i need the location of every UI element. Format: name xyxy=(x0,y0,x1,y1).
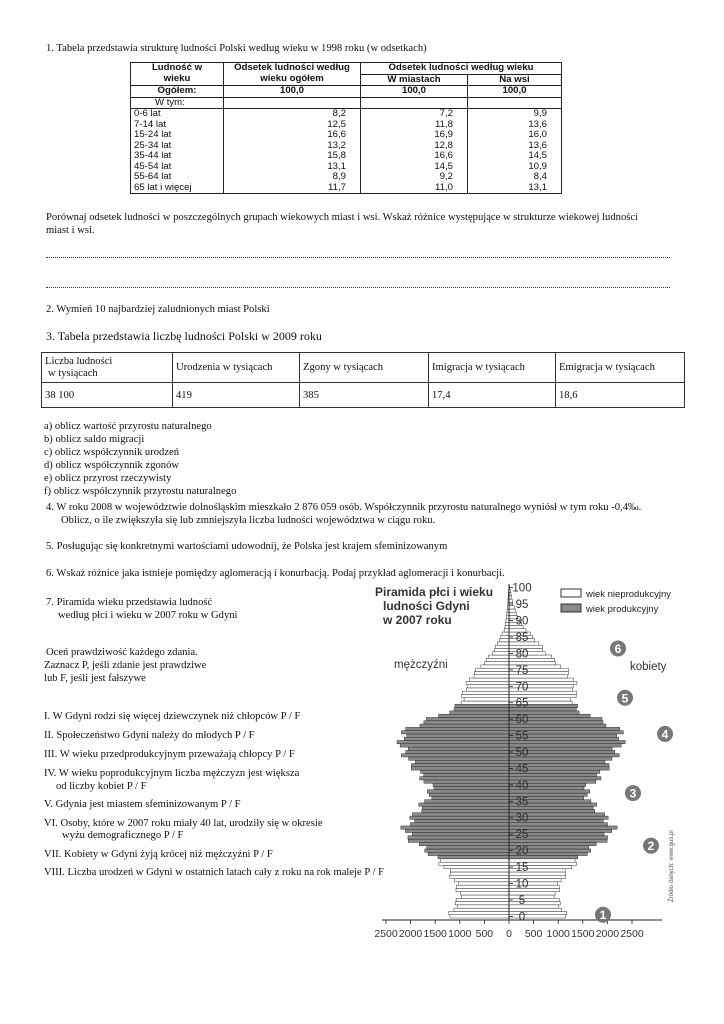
pyramid-bar-male xyxy=(406,750,509,753)
chart-title-3: w 2007 roku xyxy=(383,613,452,627)
chart-title-2: ludności Gdyni xyxy=(383,599,470,613)
y-tick-label: 20 xyxy=(515,845,529,858)
q6-text: 6. Wskaż różnice jaka istnieje pomiędzy aglomeracją i konurbacją. Podaj przykład aglomeracji i konurbacji. xyxy=(46,568,505,579)
pyramid-bar-male xyxy=(401,826,509,829)
y-tick-label: 65 xyxy=(515,697,529,710)
pyramid-bar-male xyxy=(429,793,509,796)
pyramid-bar-male xyxy=(456,898,509,901)
pyramid-bar-male xyxy=(461,892,509,895)
y-tick-label: 70 xyxy=(515,681,529,694)
marker-number: 2 xyxy=(647,839,655,854)
pyramid-bar-male xyxy=(400,744,509,747)
y-tick-label: 55 xyxy=(515,730,529,743)
pyramid-bar-male xyxy=(434,787,509,790)
pyramid-bar-male xyxy=(450,869,509,872)
pyramid-bar-male xyxy=(422,806,509,809)
pyramid-bar-male xyxy=(411,767,509,770)
header-age: Ludność w wieku xyxy=(131,63,224,86)
pyramid-bar-male xyxy=(444,865,509,868)
value-cell: 14,5 xyxy=(361,162,468,173)
pyramid-bar-male xyxy=(424,721,509,724)
age-group-cell: 15-24 lat xyxy=(131,130,224,141)
value-cell: 16,9 xyxy=(361,130,468,141)
pyramid-bar-male xyxy=(428,852,509,855)
y-tick-label: 95 xyxy=(515,599,529,612)
value-cell: 11,7 xyxy=(224,183,361,194)
pyramid-bar-male xyxy=(421,770,509,773)
pyramid-bar-male xyxy=(426,717,509,720)
table-row xyxy=(131,141,562,152)
statement-2: II. Społeczeństwo Gdyni należy do młodych P / F xyxy=(44,730,255,741)
y-tick-label: 30 xyxy=(515,812,529,825)
value-cell: 7,2 xyxy=(361,109,468,120)
pyramid-bar-male xyxy=(401,731,509,734)
pyramid-bar-male xyxy=(467,688,509,691)
pyramid-bar-female xyxy=(509,902,560,905)
pyramid-bar-female xyxy=(509,895,554,898)
q7-line-2: według płci i wieku w 2007 roku w Gdyni xyxy=(58,610,238,621)
pyramid-bar-male xyxy=(433,783,509,786)
header-city: W miastach xyxy=(361,74,468,86)
pyramid-bar-female xyxy=(509,905,558,908)
pyramid-bar-male xyxy=(415,819,509,822)
q7-intro-3: lub F, jeśli jest fałszywe xyxy=(44,673,146,684)
pyramid-bar-male xyxy=(408,839,509,842)
value-deaths: 385 xyxy=(300,383,429,408)
value-cell: 9,2 xyxy=(361,172,468,183)
age-group-cell: 0-6 lat xyxy=(131,109,224,120)
pyramid-bar-male xyxy=(401,754,509,757)
q3-text: 3. Tabela przedstawia liczbę ludności Polski w 2009 roku xyxy=(46,329,322,343)
pyramid-bar-male xyxy=(408,747,509,750)
pyramid-bar-male xyxy=(474,675,509,678)
pyramid-bar-male xyxy=(504,629,509,632)
header-immigration: Imigracja w tysiącach xyxy=(429,353,556,383)
pyramid-bar-male xyxy=(405,829,509,832)
x-tick-label: 1000 xyxy=(546,928,570,940)
header-population: Liczba ludności w tysiącach xyxy=(42,353,173,383)
pyramid-bar-female xyxy=(509,606,514,609)
table-row xyxy=(131,109,562,120)
pyramid-bar-male xyxy=(455,902,509,905)
pyramid-bar-male xyxy=(461,701,509,704)
pyramid-bar-female xyxy=(509,609,516,612)
marker-number: 1 xyxy=(599,908,607,923)
statement-6-cont: wyżu demograficznego P / F xyxy=(62,830,184,841)
pyramid-bar-male xyxy=(397,740,509,743)
label-men: mężczyźni xyxy=(394,659,448,671)
q5-text: 5. Posługując się konkretnymi wartościami udowodnij, że Polska jest krajem sfeminizowanym xyxy=(46,541,448,552)
pyramid-bar-male xyxy=(424,780,509,783)
pyramid-bar-male xyxy=(419,842,509,845)
pyramid-bar-male xyxy=(420,777,509,780)
y-tick-label: 60 xyxy=(515,714,529,727)
pyramid-bar-male xyxy=(425,800,509,803)
x-tick-label: 500 xyxy=(475,928,494,940)
header-births: Urodzenia w tysiącach xyxy=(173,353,300,383)
y-tick-label: 50 xyxy=(515,747,529,759)
pyramid-bar-male xyxy=(492,652,509,655)
value-cell: 13,2 xyxy=(224,141,361,152)
pyramid-bar-male xyxy=(419,803,509,806)
pyramid-bar-male xyxy=(432,796,509,799)
pyramid-bar-male xyxy=(455,704,509,707)
header-group: Odsetek ludności według wieku xyxy=(361,63,562,75)
statement-3: III. W wieku przedprodukcyjnym przeważają chłopcy P / F xyxy=(44,749,295,760)
y-tick-label: 75 xyxy=(515,664,529,677)
age-group-cell: 65 lat i więcej xyxy=(131,183,224,194)
value-cell: 13,6 xyxy=(468,120,562,131)
pyramid-bar-male xyxy=(410,816,509,819)
value-cell: 11,8 xyxy=(361,120,468,131)
pyramid-bar-male xyxy=(467,685,509,688)
y-tick-label: 35 xyxy=(515,796,529,809)
q1-text: 1. Tabela przedstawia strukturę ludności Polski według wieku w 1998 roku (w odsetkach) xyxy=(46,43,427,54)
age-group-cell: 25-34 lat xyxy=(131,141,224,152)
q7-line-1: 7. Piramida wieku przedstawia ludność xyxy=(46,597,213,608)
pyramid-bar-male xyxy=(501,635,509,638)
chart-source: Źródło danych: www.gus.pl xyxy=(669,830,675,902)
pyramid-bar-male xyxy=(427,790,509,793)
statement-8: VIII. Liczba urodzeń w Gdyni w ostatnich latach cały z roku na rok maleje P / F xyxy=(44,867,384,878)
value-cell: 12,5 xyxy=(224,120,361,131)
legend-productive: wiek produkcyjny xyxy=(586,604,659,615)
x-tick-label: 2500 xyxy=(374,928,398,940)
value-cell: 8,2 xyxy=(224,109,361,120)
q4-line-2: Oblicz, o ile zwiększyła się lub zmniejszyła liczba ludności województwa w ciągu roku. xyxy=(61,515,436,526)
value-cell: 8,4 xyxy=(468,172,562,183)
pyramid-bar-male xyxy=(420,724,509,727)
q3-task-b: b) oblicz saldo migracji xyxy=(44,434,145,445)
value-cell: 10,9 xyxy=(468,162,562,173)
x-tick-label: 2000 xyxy=(595,928,620,940)
value-immigration: 17,4 xyxy=(429,383,556,408)
value-cell: 14,5 xyxy=(468,151,562,162)
legend-nonproductive: wiek nieprodukcyjny xyxy=(586,589,672,600)
pyramid-bar-male xyxy=(424,773,509,776)
header-village: Na wsi xyxy=(468,74,562,86)
x-tick-label: 500 xyxy=(524,928,543,940)
q4-line-1: 4. W roku 2008 w województwie dolnośląskim mieszkało 2 876 059 osób. Współczynnik przyrostu naturalnego wyniósł w tym roku -0,4‰. xyxy=(46,502,642,513)
pyramid-bar-male xyxy=(439,714,509,717)
table-row xyxy=(131,130,562,141)
y-tick-label: 40 xyxy=(515,779,529,792)
population-pyramid-chart xyxy=(370,582,680,944)
table-row xyxy=(131,120,562,131)
pyramid-bar-male xyxy=(500,639,509,642)
table-row xyxy=(131,162,562,173)
y-tick-label: 80 xyxy=(515,648,529,661)
table-row xyxy=(131,151,562,162)
value-cell: 12,8 xyxy=(361,141,468,152)
age-group-cell: 45-54 lat xyxy=(131,162,224,173)
answer-line[interactable] xyxy=(46,287,670,288)
y-tick-label: 100 xyxy=(512,582,532,595)
q3-task-e: e) oblicz przyrost rzeczywisty xyxy=(44,473,172,484)
legend-swatch-productive xyxy=(561,604,581,612)
pyramid-bar-male xyxy=(408,836,509,839)
y-tick-label: 85 xyxy=(515,631,529,644)
pyramid-bar-female xyxy=(509,915,566,918)
y-tick-label: 25 xyxy=(515,829,529,842)
label-women: kobiety xyxy=(630,661,667,673)
value-cell: 9,9 xyxy=(468,109,562,120)
pyramid-bar-male xyxy=(505,622,509,625)
pyramid-bar-male xyxy=(438,856,509,859)
q7-intro-2: Zaznacz P, jeśli zdanie jest prawdziwe xyxy=(44,660,207,671)
pyramid-bar-male xyxy=(407,734,509,737)
table-row xyxy=(131,172,562,183)
pyramid-bar-male xyxy=(454,908,509,911)
q3-task-c: c) oblicz współczynnik urodzeń xyxy=(44,447,180,458)
marker-number: 5 xyxy=(621,691,629,706)
q1-instruction-2: miast i wsi. xyxy=(46,225,95,236)
pyramid-bar-female xyxy=(509,908,562,911)
q7-intro-1: Oceń prawdziwość każdego zdania. xyxy=(46,647,198,658)
pyramid-bar-male xyxy=(441,859,509,862)
y-tick-label: 5 xyxy=(518,894,526,907)
value-cell: 13,1 xyxy=(224,162,361,173)
pyramid-bar-male xyxy=(411,764,509,767)
x-tick-label: 2000 xyxy=(398,928,423,940)
y-tick-label: 15 xyxy=(515,862,529,875)
q3-task-d: d) oblicz współczynnik zgonów xyxy=(44,460,180,471)
pyramid-bar-male xyxy=(486,658,509,661)
header-emigration: Emigracja w tysiącach xyxy=(556,353,685,383)
x-tick-label: 1500 xyxy=(423,928,447,940)
y-tick-label: 45 xyxy=(515,763,529,776)
pyramid-bar-male xyxy=(454,708,509,711)
pyramid-bar-male xyxy=(469,678,509,681)
pyramid-bar-male xyxy=(461,694,509,697)
pyramid-bar-male xyxy=(495,645,509,648)
table-row xyxy=(131,183,562,194)
x-tick-label: 2500 xyxy=(620,928,644,940)
pyramid-bar-male xyxy=(475,668,509,671)
total-row: Ogółem: 100,0 100,0 100,0 xyxy=(131,86,562,98)
x-tick-label: 1500 xyxy=(571,928,595,940)
value-cell: 13,6 xyxy=(468,141,562,152)
pyramid-bar-male xyxy=(481,665,509,668)
value-cell: 15,8 xyxy=(224,151,361,162)
pyramid-bar-male xyxy=(489,655,509,658)
x-tick-label: 0 xyxy=(506,928,512,940)
y-tick-label: 0 xyxy=(518,911,526,924)
header-total: Odsetek ludności według wieku ogółem xyxy=(224,63,361,86)
value-cell: 16,6 xyxy=(361,151,468,162)
statement-4: IV. W wieku poprodukcyjnym liczba mężczyzn jest większa xyxy=(44,768,300,779)
pyramid-bar-male xyxy=(425,849,509,852)
pyramid-bar-male xyxy=(439,862,509,865)
pyramid-bar-male xyxy=(410,823,509,826)
pyramid-bar-male xyxy=(456,888,509,891)
pyramid-bar-male xyxy=(449,911,509,914)
x-tick-label: 1000 xyxy=(448,928,472,940)
value-cell: 13,1 xyxy=(468,183,562,194)
pyramid-bar-male xyxy=(450,875,509,878)
pyramid-bar-male xyxy=(464,698,509,701)
value-cell: 8,9 xyxy=(224,172,361,183)
y-tick-label: 10 xyxy=(515,878,529,891)
pyramid-bar-male xyxy=(474,671,509,674)
statement-4-cont: od liczby kobiet P / F xyxy=(56,781,147,792)
pyramid-bar-male xyxy=(462,895,509,898)
pyramid-bar-male xyxy=(406,727,509,730)
pyramid-bar-male xyxy=(505,625,509,628)
q1-instruction-1: Porównaj odsetek ludności w poszczególnych grupach wiekowych miast i wsi. Wskaż różnice występujące w strukturze wiekowej ludności xyxy=(46,212,639,223)
chart-title-1: Piramida płci i wieku xyxy=(375,585,494,599)
pyramid-bar-male xyxy=(422,810,509,813)
pyramid-bar-male xyxy=(450,915,509,918)
legend-swatch-nonproductive xyxy=(561,589,581,597)
age-structure-table xyxy=(130,62,562,194)
marker-number: 3 xyxy=(629,786,637,801)
q3-task-f: f) oblicz współczynnik przyrostu naturalnego xyxy=(44,486,237,497)
pyramid-bar-male xyxy=(456,885,509,888)
pyramid-bar-male xyxy=(450,711,509,714)
pyramid-bar-male xyxy=(502,632,509,635)
age-group-cell: 55-64 lat xyxy=(131,172,224,183)
age-group-cell: 35-44 lat xyxy=(131,151,224,162)
value-cell: 11,0 xyxy=(361,183,468,194)
pyramid-bar-male xyxy=(458,882,509,885)
pyramid-bar-male xyxy=(495,648,509,651)
marker-number: 6 xyxy=(614,641,622,656)
q3-task-a: a) oblicz wartość przyrostu naturalnego xyxy=(44,421,212,432)
answer-line[interactable] xyxy=(46,257,670,258)
y-tick-label: 90 xyxy=(515,615,529,628)
pyramid-bar-male xyxy=(412,833,509,836)
pyramid-bar-male xyxy=(427,846,509,849)
pyramid-bar-female xyxy=(509,911,567,914)
statement-5: V. Gdynia jest miastem sfeminizowanym P / F xyxy=(44,799,241,810)
pyramid-bar-male xyxy=(457,905,509,908)
value-cell: 16,0 xyxy=(468,130,562,141)
marker-number: 4 xyxy=(661,727,669,742)
statement-6: VI. Osoby, które w 2007 roku miały 40 lat, urodziły się w okresie xyxy=(44,818,323,829)
pyramid-bar-male xyxy=(485,662,509,665)
pyramid-bar-female xyxy=(509,898,559,901)
q2-text: 2. Wymień 10 najbardziej zaludnionych miast Polski xyxy=(46,304,270,315)
pyramid-bar-male xyxy=(497,642,509,645)
value-births: 419 xyxy=(173,383,300,408)
statement-7: VII. Kobiety w Gdyni żyją krócej niż mężczyźni P / F xyxy=(44,849,273,860)
pyramid-bar-male xyxy=(404,737,509,740)
population-2009-table xyxy=(41,352,685,408)
pyramid-bar-female xyxy=(509,892,555,895)
pyramid-bar-male xyxy=(409,757,509,760)
header-deaths: Zgony w tysiącach xyxy=(300,353,429,383)
pyramid-bar-male xyxy=(450,872,509,875)
value-cell: 16,6 xyxy=(224,130,361,141)
pyramid-bar-male xyxy=(454,879,509,882)
age-group-cell: 7-14 lat xyxy=(131,120,224,131)
value-emigration: 18,6 xyxy=(556,383,685,408)
pyramid-bar-male xyxy=(463,691,509,694)
statement-1: I. W Gdyni rodzi się więcej dziewczynek niż chłopców P / F xyxy=(44,711,301,722)
pyramid-bar-male xyxy=(415,760,509,763)
w-tym-row: W tym: xyxy=(131,97,562,109)
value-population: 38 100 xyxy=(42,383,173,408)
pyramid-bar-male xyxy=(466,681,509,684)
pyramid-bar-male xyxy=(412,813,509,816)
